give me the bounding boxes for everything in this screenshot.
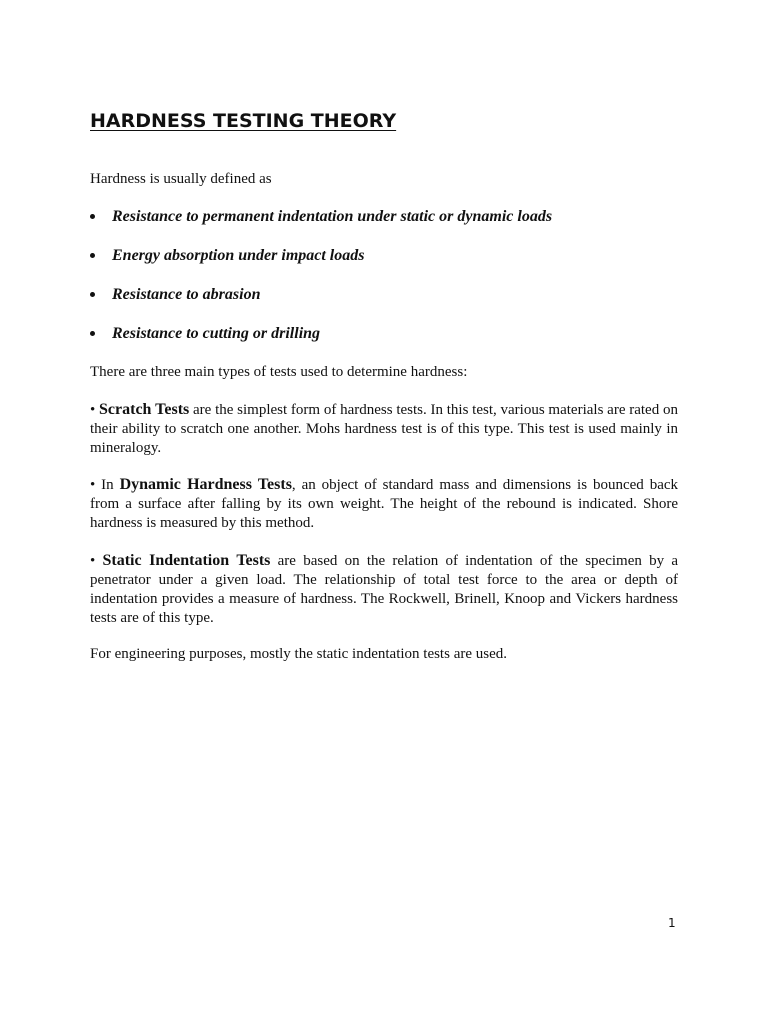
definition-text: Resistance to cutting or drilling <box>112 325 321 342</box>
dynamic-tests-paragraph <box>90 475 678 533</box>
list-item <box>90 323 690 362</box>
bullet-prefix: • <box>90 402 100 418</box>
page-title: HARDNESS TESTING THEORY <box>90 110 397 132</box>
list-item <box>90 284 690 323</box>
engineering-note: For engineering purposes, mostly the static indentation tests are used. <box>90 646 507 662</box>
static-tests-text: are based on the relation of indentation of the specimen by a penetrator under a given load. The relationship of total test force to the area or depth of indentation provides a measure of hardness. The Rockwell, Brinell, Knoop and Vickers hardness tests are of this type. <box>90 553 678 626</box>
definition-text: Resistance to abrasion <box>112 286 261 303</box>
scratch-tests-text: are the simplest form of hardness tests. In this test, various materials are rated on their ability to scratch one another. Mohs hardness test is of this type. This test is used mainly in mineralogy. <box>90 402 678 456</box>
dynamic-tests-text: , an object of standard mass and dimensions is bounced back from a surface after falling by its own weight. The height of the rebound is indicated. Shore hardness is measured by this method. <box>90 477 679 531</box>
bullet-prefix: • In <box>90 477 120 493</box>
definition-list <box>90 206 690 362</box>
definition-text: Resistance to permanent indentation under static or dynamic loads <box>112 208 553 225</box>
page-number: 1 <box>668 916 676 930</box>
bullet-icon <box>90 292 95 297</box>
static-tests-paragraph <box>90 551 678 628</box>
list-item <box>90 206 690 245</box>
bullet-icon <box>90 331 95 336</box>
definition-text: Energy absorption under impact loads <box>112 247 365 264</box>
scratch-tests-paragraph <box>90 400 678 458</box>
bullet-icon <box>90 253 95 258</box>
list-item <box>90 245 690 284</box>
definition-intro: Hardness is usually defined as <box>90 171 272 187</box>
scratch-tests-term: Scratch Tests <box>99 401 190 418</box>
dynamic-tests-term: Dynamic Hardness Tests <box>119 476 292 493</box>
test-types-intro: There are three main types of tests used to determine hardness: <box>90 364 468 380</box>
static-tests-term: Static Indentation Tests <box>102 552 271 569</box>
bullet-icon <box>90 214 95 219</box>
bullet-prefix: • <box>90 553 103 569</box>
